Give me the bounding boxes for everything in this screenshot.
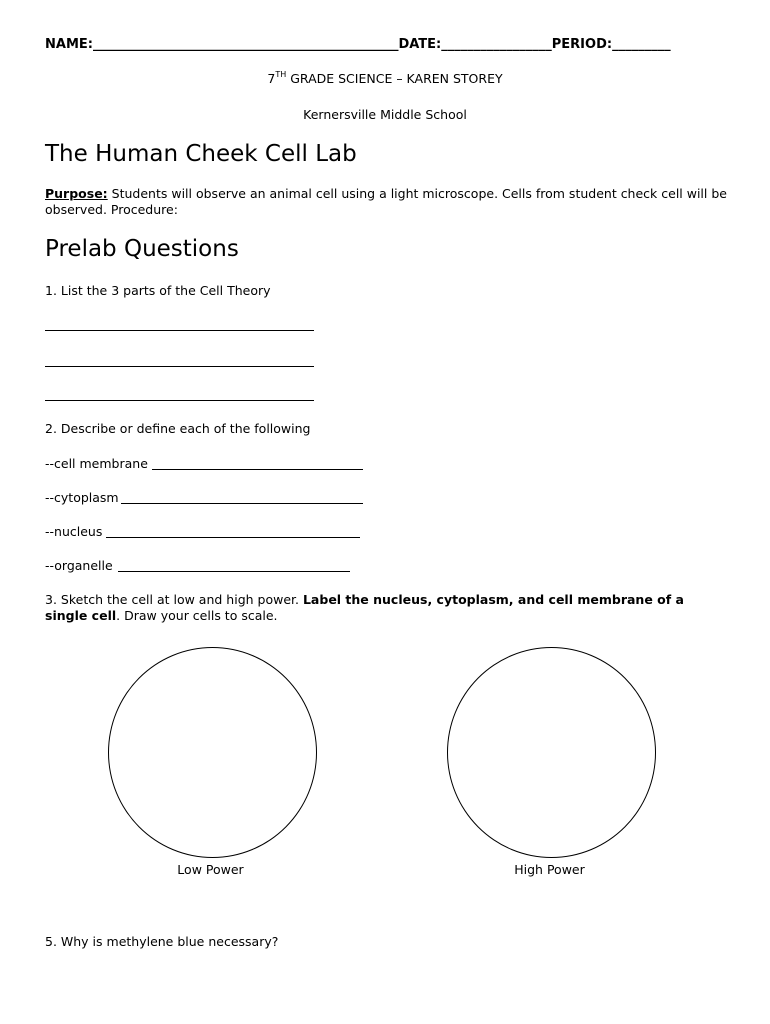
course-line xyxy=(0,71,770,86)
period-label: PERIOD: xyxy=(551,37,613,52)
answer-line-nucleus[interactable] xyxy=(106,537,360,538)
high-power-caption: High Power xyxy=(514,862,585,877)
answer-line-3[interactable] xyxy=(45,400,314,401)
purpose-text: Students will observe an animal cell using a light microscope. Cells from student check cell will be observed. Procedure: xyxy=(45,186,727,217)
grade-number: 7 xyxy=(267,71,276,86)
low-power-caption: Low Power xyxy=(177,862,244,877)
grade-superscript: TH xyxy=(275,70,287,79)
question-5: 5. Why is methylene blue necessary? xyxy=(45,934,279,949)
purpose-label: Purpose: xyxy=(45,186,108,201)
term-cell-membrane: --cell membrane xyxy=(45,456,148,471)
header-line xyxy=(45,37,671,52)
page-title: The Human Cheek Cell Lab xyxy=(45,141,357,167)
period-blank[interactable]: _________ xyxy=(612,37,671,52)
term-nucleus: --nucleus xyxy=(45,524,103,539)
answer-line-cytoplasm[interactable] xyxy=(121,503,363,504)
answer-line-1[interactable] xyxy=(45,330,314,331)
term-cytoplasm: --cytoplasm xyxy=(45,490,119,505)
high-power-circle[interactable] xyxy=(447,647,656,858)
section-title: Prelab Questions xyxy=(45,236,239,262)
school-name: Kernersville Middle School xyxy=(303,107,467,122)
date-label: DATE: xyxy=(398,37,442,52)
term-organelle: --organelle xyxy=(45,558,113,573)
name-blank[interactable]: _______________________________________________ xyxy=(92,37,399,52)
course-rest: GRADE SCIENCE – KAREN STOREY xyxy=(286,71,503,86)
answer-line-cell-membrane[interactable] xyxy=(152,469,363,470)
question-3-text-a: 3. Sketch the cell at low and high power. xyxy=(45,592,303,607)
low-power-circle[interactable] xyxy=(108,647,317,858)
purpose-paragraph xyxy=(45,186,730,218)
question-2: 2. Describe or define each of the following xyxy=(45,421,311,436)
answer-line-2[interactable] xyxy=(45,366,314,367)
question-1: 1. List the 3 parts of the Cell Theory xyxy=(45,283,271,298)
question-3-text-b: . Draw your cells to scale. xyxy=(116,608,278,623)
question-3-bold: Label the nucleus, cytoplasm, and cell membrane of a single cell xyxy=(45,592,684,623)
name-label: NAME: xyxy=(45,37,93,52)
answer-line-organelle[interactable] xyxy=(118,571,350,572)
question-3 xyxy=(45,592,730,624)
date-blank[interactable]: _________________ xyxy=(441,37,552,52)
